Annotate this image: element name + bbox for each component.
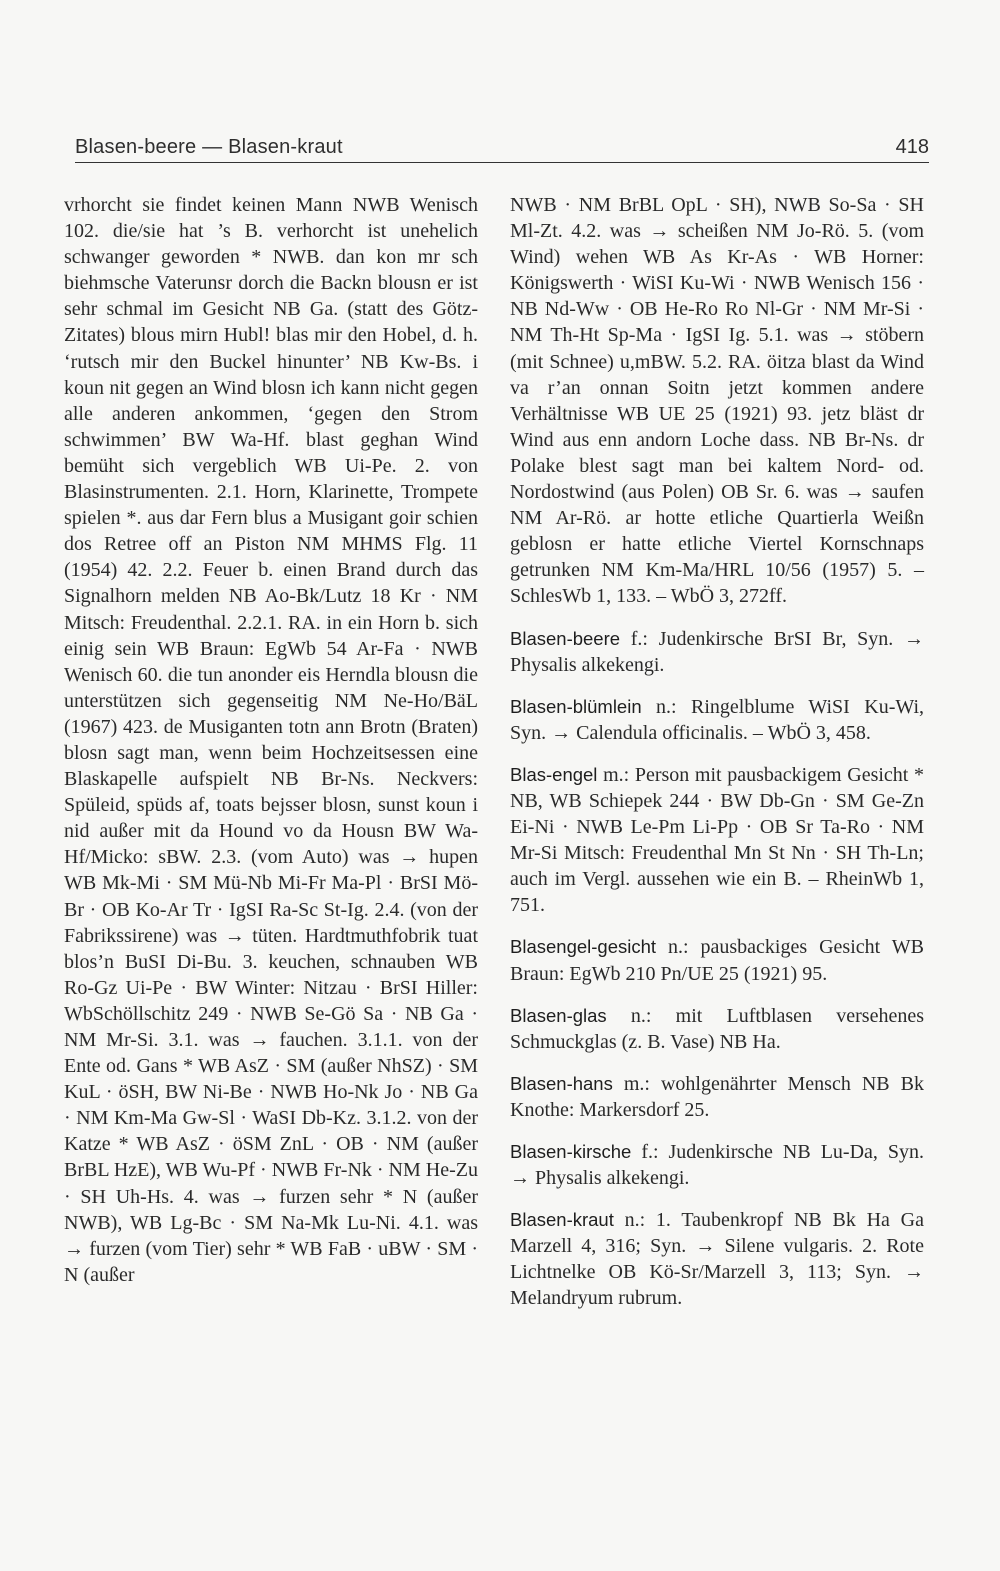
page-number: 418 [895,136,929,158]
entry-body: n.: mit Luftblasen versehenes Schmuckglas (z. B. Vase) NB Ha. [510,1004,924,1053]
entry-blas-engel [510,762,924,919]
entry-body: n.: pausbackiges Gesicht WB Braun: EgWb 210 Pn/UE 25 (1921) 95. [510,936,924,985]
entry-body: m.: wohlgenährter Mensch NB Bk Knothe: Markersdorf 25. [510,1072,924,1121]
lemma: Blasen-glas [510,1004,607,1026]
running-head: Blasen-beere — Blasen-kraut [75,136,343,158]
entry-body: f.: Judenkirsche BrSI Br, Syn. → Physalis alkekengi. [510,627,924,676]
entry-blasen-kirsche [510,1139,924,1191]
lemma: Blasen-kirsche [510,1141,632,1162]
lemma: Blasengel-gesicht [510,936,657,958]
page-header [75,132,929,163]
entry-body: f.: Judenkirsche NB Lu-Da, Syn. → Physalis alkekengi. [510,1141,924,1190]
entry-blasen-kraut [510,1207,924,1311]
entry-blasen-glas [510,1003,924,1055]
lemma: Blas-engel [510,763,598,785]
entry-body: n.: Ringelblume WiSI Ku-Wi, Syn. → Calendula officinalis. – WbÖ 3, 458. [510,695,924,744]
lemma: Blasen-kraut [510,1209,614,1231]
lemma: Blasen-hans [510,1072,613,1094]
left-column-text: vrhorcht sie findet keinen Mann NWB Wenisch 102. die/sie hat ’s B. verhorcht ist unehelich schwanger geworden * NWB. dan kon mr sch biehmsche Vaterunsr dorch die Backn blousn er ist sehr schmal im Gesicht NB Ga. (statt des Götz-Zitates) blous mirn Hubl! blas mir den Hobel, d. h. ‘rutsch mir den Buckel hinunter’ NB Kw-Bs. i koun nit gegen an Wind blosn ich kann nicht gegen alle anderen ankommen, ‘gegen den Strom schwimmen’ BW Wa-Hf. blast geghan Wind bemüht sich vergeblich WB Ui-Pe. 2. von Blasinstrumenten. 2.1. Horn, Klarinette, Trompete spielen *. aus dar Fern blus a Musigant goir schien dos Retree off an Piston NM MHMS Flg. 11 (1954) 42. 2.2. Feuer b. einen Brand durch das Signalhorn melden NB Ao-Bk/Lutz 18 Kr · NM Mitsch: Freudenthal. 2.2.1. RA. in ein Horn b. sich einig sein WB Braun: EgWb 54 Ar-Fa · NWB Wenisch 60. die tun anonder eis Herndla blousn die unterstützen sich gegenseitig NM Ne-Ho/BäL (1967) 423. de Musiganten totn ann Brotn (Braten) blosn sagt man, wenn beim Hochzeitsessen eine Blaskapelle aufspielt NB Br-Ns. Neckvers: Spüleid, spüds af, toats bejsser blosn, sunst koun i nid außer mit da Hound vo da Housn BW Wa-Hf/Micko: sBW. 2.3. (vom Auto) was → hupen WB Mk-Mi · SM Mü-Nb Mi-Fr Ma-Pl · BrSI Mö-Br · OB Ko-Ar Tr · IgSI Ra-Sc St-Ig. 2.4. (von der Fabrikssirene) was → tüten. Hardtmuthfobrik tuat blos’n BuSI Di-Bu. 3. keuchen, schnauben WB Ro-Gz Ui-Pe · BW Winter: Nitzau · BrSI Hiller: WbSchöllschitz 249 · NWB Se-Gö Sa · NB Ga · NM Mr-Si. 3.1. was → fauchen. 3.1.1. von der Ente od. Gans * WB AsZ · SM (außer NhSZ) · SM KuL · öSH, BW Ni-Be · NWB Ho-Nk Jo · NB Ga · NM Km-Ma Gw-Sl · WaSI Db-Kz. 3.1.2. von der Katze * WB AsZ · öSM ZnL · OB · NM (außer BrBL HzE), WB Wu-Pf · NWB Fr-Nk · NM He-Zu · SH Uh-Hs. 4. was → furzen sehr * N (außer NWB), WB Lg-Bc · SM Na-Mk Lu-Ni. 4.1. was → furzen (vom Tier) sehr * WB FaB · uBW · SM · N (außer [64,194,478,1286]
entry-body: m.: Person mit pausbackigem Gesicht * NB, WB Schiepek 244 · BW Db-Gn · SM Ge-Zn Ei-Ni · NWB Le-Pm Li-Pp · OB Sr Ta-Ro · NM Mr-Si Mitsch: Freudenthal Mn St Nn · SH Th-Ln; auch im Vergl. aussehen wie ein B. – RheinWb 1, 751. [510,763,924,917]
continuation-text: NWB · NM BrBL OpL · SH), NWB So-Sa · SH Ml-Zt. 4.2. was → scheißen NM Jo-Rö. 5. (vom Wind) wehen WB As Kr-As · WB Horner: Königswerth · WiSI Ku-Wi · NWB Wenisch 156 · NB Nd-Ww · OB He-Ro Ro Nl-Gr · NM Mr-Si · NM Th-Ht Sp-Ma · IgSI Ig. 5.1. was → stöbern (mit Schnee) u,mBW. 5.2. RA. öitza blast da Wind va r’an onnan Soitn jetzt kommen andere Verhältnisse WB UE 25 (1921) 93. jetz bläst dr Wind aus enn andorn Loche dass. NB Br-Ns. dr Polake blest sagt man bei kaltem Nord- od. Nordostwind (aus Polen) OB Sr. 6. was → saufen NM Ar-Rö. ar hotte etliche Quartierla Weißn geblosn er hatte etliche Viertel Kornschnaps getrunken NM Km-Ma/HRL 10/56 (1957) 5. – SchlesWb 1, 133. – WbÖ 3, 272ff. [510,194,924,608]
lemma: Blasen-beere [510,627,621,649]
entry-blasengel-gesicht [510,934,924,986]
entry-blasen-bluemlein [510,694,924,746]
left-column [64,192,478,1288]
entry-blasen-hans [510,1071,924,1123]
entry-blasen-beere [510,626,924,678]
entry-body: n.: 1. Taubenkropf NB Bk Ha Ga Marzell 4, 316; Syn. → Silene vulgaris. 2. Rote Lichtnelke OB Kö-Sr/Marzell 3, 113; Syn. → Melandryum rubrum. [510,1209,924,1310]
lemma: Blasen-blümlein [510,695,642,717]
right-column [510,192,924,1312]
